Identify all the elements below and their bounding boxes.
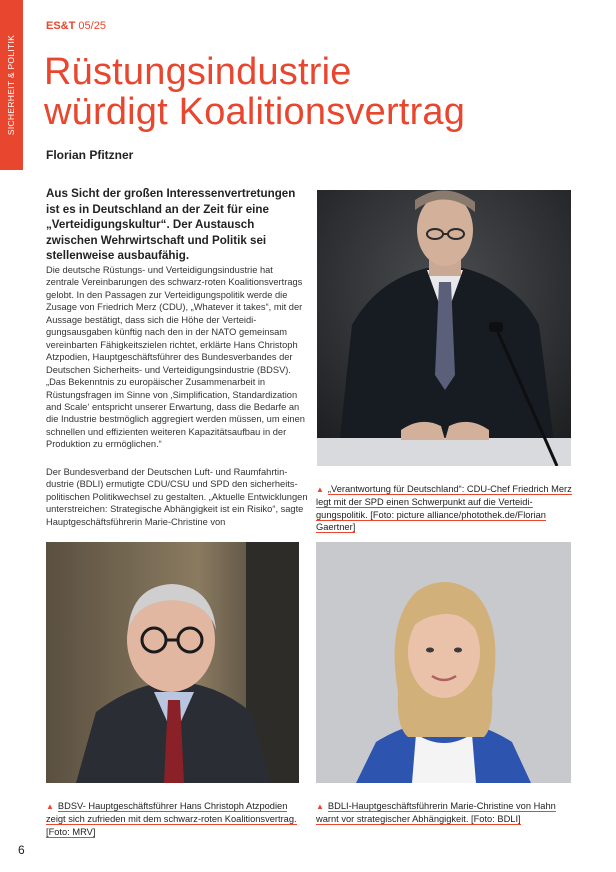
issue-header	[46, 20, 106, 32]
caption-hahn	[316, 800, 574, 826]
caption-marker-icon: ▲	[316, 802, 324, 811]
caption-atzpodien	[46, 800, 308, 838]
body-paragraph-2: Der Bundesverband der Deutschen Luft- und Raumfahrtindustrie (BDLI) ermutigte CDU/CSU und SPD den sicherheitspolitischen Politikwechsel zu gestalten. „Aktuelle Entwicklungen unterstreichen: Strategische Abhängigkeit ist ein Risiko“, sagte Hauptgeschäftsführerin Marie-Christine von	[46, 467, 308, 527]
title-line-1: Rüstungsindustrie	[44, 51, 352, 93]
caption-hahn-text: BDLI-Hauptgeschäftsführerin Marie-Christine von Hahn warnt vor strategischer Abhängigkeit. [Foto: BDLI]	[316, 801, 556, 825]
caption-marker-icon: ▲	[46, 802, 54, 811]
photo-hahn	[316, 542, 571, 783]
section-label-text: SICHERHEIT & POLITIK	[6, 34, 17, 136]
caption-marker-icon: ▲	[316, 485, 324, 494]
section-label	[0, 0, 23, 170]
page-number: 6	[18, 843, 25, 857]
article-title	[44, 52, 584, 132]
photo-atzpodien	[46, 542, 299, 783]
caption-merz-text: „Verantwortung für Deutschland“: CDU-Chef Friedrich Merz legt mit der SPD einen Schwerpunkt auf die Verteidigungspolitik. [Foto: picture alliance/photothek.de/Florian Gaertner]	[316, 484, 572, 533]
photo-merz	[317, 190, 571, 466]
caption-atzpodien-text: BDSV- Hauptgeschäftsführer Hans Christoph Atzpodien zeigt sich zufrieden mit dem schwarz-roten Koalitionsvertrag. [Foto: MRV]	[46, 801, 297, 837]
author-byline: Florian Pfitzner	[46, 148, 134, 162]
caption-merz	[316, 483, 574, 534]
body-paragraph-1: Die deutsche Rüstungs- und Verteidigungsindustrie hat zentrale Vereinbarungen des schwarz-roten Koalitionsvertrags gelobt. In den Passagen zur Verteidigungspolitik werde die Zusage von Friedrich Merz (CDU), „Whatever it takes“, mit der Aussage bestätigt, dass sich die Höhe der Verteidigungsausgaben künftig nach den in der NATO gemeinsam vereinbarten Fähigkeitszielen richtet, erklärte Hans Christoph Atzpodien, Hauptgeschäftsführer des Bundesverbandes der Deutschen Sicherheits- und Verteidigungsindustrie (BDSV). „Das Bekenntnis zu europäischer Zusammenarbeit in Rüstungsfragen im Sinne von ‚Simplification, Standardization and Scale‘ entspricht unserer Erwartung, dass die Bedarfe an die Industrie bestmöglich aggregiert werden müssen, um einen schnellen und effizienten weiteren Kapazitätsaufbau in der Produktion zu ermöglichen.“	[46, 265, 305, 450]
brand-name: ES&T	[46, 20, 76, 32]
title-line-2: würdigt Koalitionsvertrag	[44, 91, 466, 133]
article-lead: Aus Sicht der großen Interessenvertretungen ist es in Deutschland an der Zeit für eine „Verteidigungskultur“. Der Austausch zwischen Wehrwirtschaft und Politik sei stellenweise ausbaufähig.	[46, 187, 296, 263]
issue-number: 05/25	[78, 20, 106, 32]
